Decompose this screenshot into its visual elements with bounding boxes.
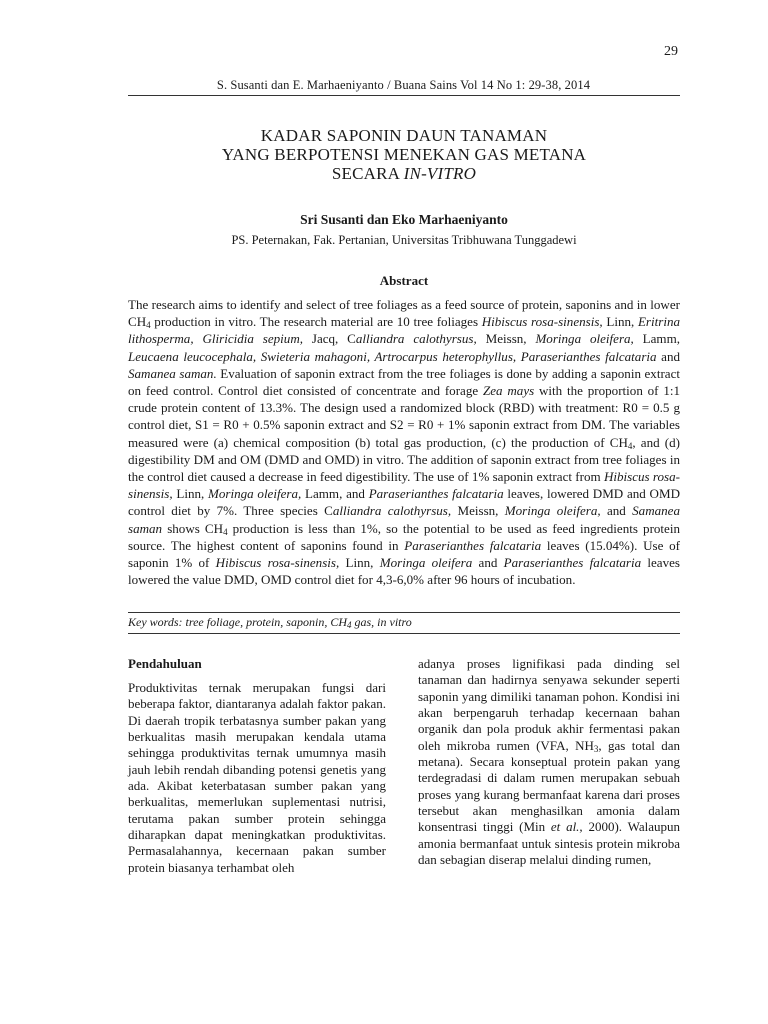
abstract-species: alliandra calothyrsus, — [355, 331, 477, 347]
keywords-subscript: 4 — [346, 620, 352, 630]
section-heading: Pendahuluan — [128, 656, 202, 671]
right-column-subscript: 3 — [593, 743, 599, 754]
abstract-species: Paraserianthes falcataria — [368, 486, 504, 502]
abstract-species: Moringa oleifera, — [504, 503, 601, 519]
abstract-text: Jacq, C — [303, 331, 356, 347]
abstract-text: Lamm, — [633, 331, 680, 347]
running-header: S. Susanti dan E. Marhaeniyanto / Buana Sains Vol 14 No 1: 29-38, 2014 — [216, 78, 591, 92]
title-line-3 — [128, 164, 680, 184]
abstract-species: Hibiscus rosa-sinensis, — [481, 314, 603, 330]
abstract-text: and — [656, 348, 681, 364]
abstract-text: production is less than 1%, so the potential to be used as feed ingredients protein source. The highest content of saponins found in — [128, 520, 680, 553]
affiliation: PS. Peternakan, Fak. Pertanian, Universitas Tribhuwana Tunggadewi — [231, 233, 577, 247]
abstract-text: Meissn, — [476, 331, 536, 347]
abstract-subscript: 4 — [627, 440, 633, 451]
keyword-rule-bottom — [128, 633, 680, 634]
abstract-text: leaves lowered the value DMD, OMD control diet for 4,3-6,0% after 96 hours of incubation. — [128, 555, 680, 588]
right-column-citation-italic: et al., — [550, 819, 583, 835]
abstract-species: Leucaena leucocephala, Swieteria mahagoni, Artrocarpus heterophyllus, Paraserianthes falcataria — [128, 348, 657, 364]
abstract-text: and — [472, 555, 504, 571]
abstract-text: leaves, lowered DMD and OMD control diet by 7%. Three species C — [128, 486, 680, 519]
abstract-species: Hibiscus rosa-sinensis, — [215, 555, 340, 571]
abstract-species: Paraserianthes falcataria — [404, 537, 542, 553]
abstract-subscript: 4 — [146, 320, 151, 331]
header-rule — [128, 95, 680, 96]
right-column-text: 2000). Walaupun amonia bermanfaat untuk sintesis protein mikroba dan sebagian diserap melalui dinding rumen, — [418, 819, 680, 868]
page-number: 29 — [664, 44, 678, 59]
abstract-text: Evaluation of saponin extract from the tree foliages is done by adding a saponin extract on feed control. Control diet consisted of concentrate and forage — [128, 365, 680, 399]
abstract-species: Moringa oleifera — [379, 555, 473, 571]
abstract-body — [128, 296, 680, 588]
right-column-text: , gas total dan metana). Secara konseptual protein pakan yang terdegradasi di dalam rumen merupakan sebuah proses yang kurang bermanfaat karena dari proses tersebut akan menghasilkan amonia dalam konsentrasi tinggi (Min — [418, 737, 680, 835]
abstract-text: Linn, — [172, 486, 208, 502]
abstract-text: shows CH — [162, 520, 224, 536]
abstract-text: Meissn, — [451, 503, 505, 519]
abstract-species: Samanea saman — [128, 503, 680, 536]
abstract-text: with the proportion of 1:1 crude protein content of 13.3%. The design used a randomized block (RBD) with treatment: R0 = 0.5 g control diet, S1 = R0 + 0.5% saponin extract and S2 = R0 + 1% saponin extract from DM. The variables measured were (a) chemical composition (b) total gas production, (c) the production of CH — [128, 383, 681, 450]
title-line-3-italic: IN-VITRO — [403, 164, 477, 183]
keywords — [128, 615, 680, 630]
right-column-paragraph — [418, 656, 680, 868]
abstract-heading: Abstract — [379, 273, 429, 288]
title-line-1: KADAR SAPONIN DAUN TANAMAN — [260, 126, 548, 145]
keyword-rule-top — [128, 612, 680, 613]
abstract-species: Hibiscus rosa-sinensis, — [128, 469, 680, 502]
abstract-subscript: 4 — [223, 526, 228, 537]
keywords-text: Key words: tree foliage, protein, saponin, CH — [128, 615, 347, 629]
title-line-3-prefix: SECARA — [331, 164, 404, 183]
abstract-text: The research aims to identify and select of tree foliages as a feed source of protein, saponins and in lower CH — [128, 297, 680, 330]
abstract-species: Moringa oleifera, — [208, 486, 302, 502]
abstract-text: Linn, — [602, 314, 638, 330]
abstract-species: Samanea saman. — [128, 365, 217, 381]
abstract-text: production in vitro. The research material are 10 tree foliages — [150, 314, 482, 330]
abstract-species: Moringa oleifera, — [535, 331, 634, 347]
keywords-text-end: gas, in vitro — [351, 615, 412, 629]
abstract-species: Paraserianthes falcataria — [503, 555, 642, 571]
right-column-text: adanya proses lignifikasi pada dinding sel tanaman dan hadirnya senyawa sekunder seperti saponin yang dimiliki tanaman pohon. Kondisi ini akan berpengaruh terhadap kecernaan bahan organik dan pola produk akhir fermentasi pakan oleh mikroba rumen (VFA, NH — [418, 656, 680, 753]
abstract-text: , and (d) digestibility DM and OM (DMD and OMD) in vitro. The addition of saponin extract from tree foliages in the control diet caused a decrease in feed digestibility. The use of 1% saponin extract from — [128, 434, 680, 485]
authors: Sri Susanti dan Eko Marhaeniyanto — [300, 212, 508, 227]
abstract-species: alliandra calothyrsus, — [332, 503, 452, 519]
abstract-text: leaves (15.04%). Use of saponin 1% of — [128, 537, 680, 571]
abstract-species: Eritrina lithosperma, Gliricidia sepium, — [128, 314, 680, 347]
title-line-2: YANG BERPOTENSI MENEKAN GAS METANA — [221, 145, 587, 164]
abstract-species: Zea mays — [482, 383, 535, 399]
abstract-text: Linn, — [339, 555, 380, 571]
abstract-text: Lamm, and — [301, 486, 369, 502]
left-column-paragraph: Produktivitas ternak merupakan fungsi dari beberapa faktor, diantaranya adalah faktor pakan. Di daerah tropik terbatasnya sumber pakan yang berkualitas masih merupakan kendala utama sehingga produktivitas ternak umumnya masih jauh lebih rendah dibanding potensi genetis yang ada. Akibat keterbatasan sumber pakan yang berkualitas, memerlukan suplementasi nutrisi, terutama pakan sumber protein sehingga diharapkan dapat meningkatkan produktivitas. Permasalahannya, kecernaan pakan sumber protein biasanya terhambat oleh — [128, 680, 386, 875]
abstract-text: and — [600, 503, 633, 519]
